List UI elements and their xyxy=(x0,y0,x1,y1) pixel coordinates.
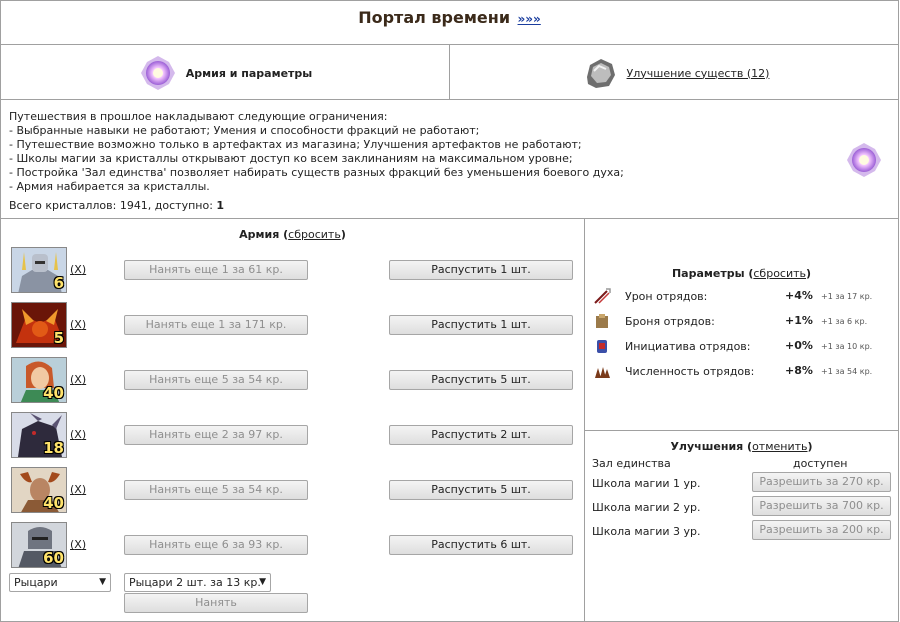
magic-school-2-label: Школа магии 2 ур. xyxy=(592,501,701,514)
faction-select[interactable]: Рыцари ▼ xyxy=(9,573,111,592)
param-value: +1% xyxy=(785,314,813,327)
param-value: +0% xyxy=(785,339,813,352)
army-heading: Армия (сбросить) xyxy=(239,228,346,241)
param-value: +8% xyxy=(785,364,813,377)
restriction-line: - Армия набирается за кристаллы. xyxy=(9,180,210,193)
upgrades-heading: Улучшения (отменить) xyxy=(670,440,813,453)
stone-icon xyxy=(579,53,619,93)
initiative-icon xyxy=(593,337,611,355)
hire-more-button[interactable]: Нанять еще 5 за 54 кр. xyxy=(124,480,308,500)
troops-icon xyxy=(593,362,611,380)
param-row-count: Численность отрядов: +8% +1 за 54 кр. xyxy=(593,362,893,382)
restriction-line: - Путешествие возможно только в артефактах из магазина; Улучшения артефактов не работают; xyxy=(9,138,582,151)
upgrades-panel xyxy=(584,430,899,622)
param-cost-link[interactable]: +1 за 6 кр. xyxy=(821,317,868,326)
hall-label: Зал единства xyxy=(592,457,671,470)
hire-more-button[interactable]: Нанять еще 1 за 171 кр. xyxy=(124,315,308,335)
unit-count: 40 xyxy=(43,384,64,402)
dropdown-arrow-icon: ▼ xyxy=(259,577,266,587)
param-cost-link[interactable]: +1 за 17 кр. xyxy=(821,292,873,301)
unit-remove-link[interactable]: (X) xyxy=(70,483,87,496)
params-reset-link[interactable]: сбросить xyxy=(753,267,807,280)
hall-status: доступен xyxy=(793,457,848,470)
army-panel xyxy=(0,218,585,622)
param-row-damage: Урон отрядов: +4% +1 за 17 кр. xyxy=(593,287,893,307)
title-more-link[interactable]: »»» xyxy=(517,12,541,26)
unit-remove-link[interactable]: (X) xyxy=(70,263,87,276)
allow-magic-1-button[interactable]: Разрешить за 270 кр. xyxy=(752,472,891,492)
unit-portrait-dragon[interactable] xyxy=(11,412,67,458)
unit-remove-link[interactable]: (X) xyxy=(70,373,87,386)
tab-army-params[interactable] xyxy=(0,44,450,100)
hire-button[interactable]: Нанять xyxy=(124,593,308,613)
title-bar xyxy=(0,0,899,45)
unit-count: 40 xyxy=(43,494,64,512)
dismiss-button[interactable]: Распустить 5 шт. xyxy=(389,370,573,390)
dismiss-button[interactable]: Распустить 2 шт. xyxy=(389,425,573,445)
unit-row xyxy=(11,522,581,572)
param-cost-link[interactable]: +1 за 54 кр. xyxy=(821,367,873,376)
armor-icon xyxy=(593,312,611,330)
offer-select[interactable]: Рыцари 2 шт. за 13 кр. ▼ xyxy=(124,573,271,592)
unit-portrait-demon[interactable] xyxy=(11,302,67,348)
restriction-line: - Постройка 'Зал единства' позволяет набирать существ разных фракций без уменьшения боевого духа; xyxy=(9,166,624,179)
unit-row xyxy=(11,412,581,462)
magic-school-1-label: Школа магии 1 ур. xyxy=(592,477,701,490)
dismiss-button[interactable]: Распустить 5 шт. xyxy=(389,480,573,500)
unit-remove-link[interactable]: (X) xyxy=(70,538,87,551)
unit-remove-link[interactable]: (X) xyxy=(70,428,87,441)
dropdown-arrow-icon: ▼ xyxy=(99,577,106,587)
hire-more-button[interactable]: Нанять еще 5 за 54 кр. xyxy=(124,370,308,390)
param-value: +4% xyxy=(785,289,813,302)
restriction-line: Путешествия в прошлое накладывают следующие ограничения: xyxy=(9,110,388,123)
crystal-icon xyxy=(138,53,178,93)
crystals-available: 1 xyxy=(216,199,225,212)
unit-remove-link[interactable]: (X) xyxy=(70,318,87,331)
dismiss-button[interactable]: Распустить 1 шт. xyxy=(389,260,573,280)
param-cost-link[interactable]: +1 за 10 кр. xyxy=(821,342,873,351)
hire-more-button[interactable]: Нанять еще 2 за 97 кр. xyxy=(124,425,308,445)
restriction-line: - Выбранные навыки не работают; Умения и способности фракций не работают; xyxy=(9,124,480,137)
allow-magic-2-button[interactable]: Разрешить за 700 кр. xyxy=(752,496,891,516)
upgrades-cancel-link[interactable]: отменить xyxy=(752,440,808,453)
unit-count: 6 xyxy=(53,274,64,292)
unit-portrait-knight[interactable] xyxy=(11,522,67,568)
tab-army-label: Армия и параметры xyxy=(185,66,313,80)
hire-more-button[interactable]: Нанять еще 1 за 61 кр. xyxy=(124,260,308,280)
unit-count: 5 xyxy=(53,329,64,347)
damage-icon xyxy=(593,287,611,305)
unit-portrait-minotaur[interactable] xyxy=(11,467,67,513)
dismiss-button[interactable]: Распустить 1 шт. xyxy=(389,315,573,335)
param-row-initiative: Инициатива отрядов: +0% +1 за 10 кр. xyxy=(593,337,893,357)
restrictions-text xyxy=(9,110,624,194)
unit-portrait-paladin[interactable] xyxy=(11,247,67,293)
page-title: Портал времени xyxy=(358,8,511,27)
unit-row xyxy=(11,302,581,352)
unit-count: 60 xyxy=(43,549,64,567)
hire-more-button[interactable]: Нанять еще 6 за 93 кр. xyxy=(124,535,308,555)
tab-upgrade-creatures[interactable] xyxy=(449,44,899,100)
magic-school-3-label: Школа магии 3 ур. xyxy=(592,525,701,538)
allow-magic-3-button[interactable]: Разрешить за 200 кр. xyxy=(752,520,891,540)
restriction-line: - Школы магии за кристаллы открывают доступ ко всем заклинаниям на максимальном уровне; xyxy=(9,152,573,165)
dismiss-button[interactable]: Распустить 6 шт. xyxy=(389,535,573,555)
tab-upgrade-label: Улучшение существ (12) xyxy=(626,66,770,80)
unit-count: 18 xyxy=(43,439,64,457)
info-panel xyxy=(0,99,899,219)
unit-row xyxy=(11,247,581,297)
crystals-total: Всего кристаллов: 1941, доступно: 1 xyxy=(9,199,225,212)
unit-portrait-elf[interactable] xyxy=(11,357,67,403)
unit-row xyxy=(11,467,581,517)
params-heading: Параметры (сбросить) xyxy=(671,267,812,280)
param-row-armor: Броня отрядов: +1% +1 за 6 кр. xyxy=(593,312,893,332)
unit-row xyxy=(11,357,581,407)
params-panel xyxy=(584,218,899,431)
army-reset-link[interactable]: сбросить xyxy=(288,228,341,241)
crystal-icon xyxy=(844,140,884,180)
